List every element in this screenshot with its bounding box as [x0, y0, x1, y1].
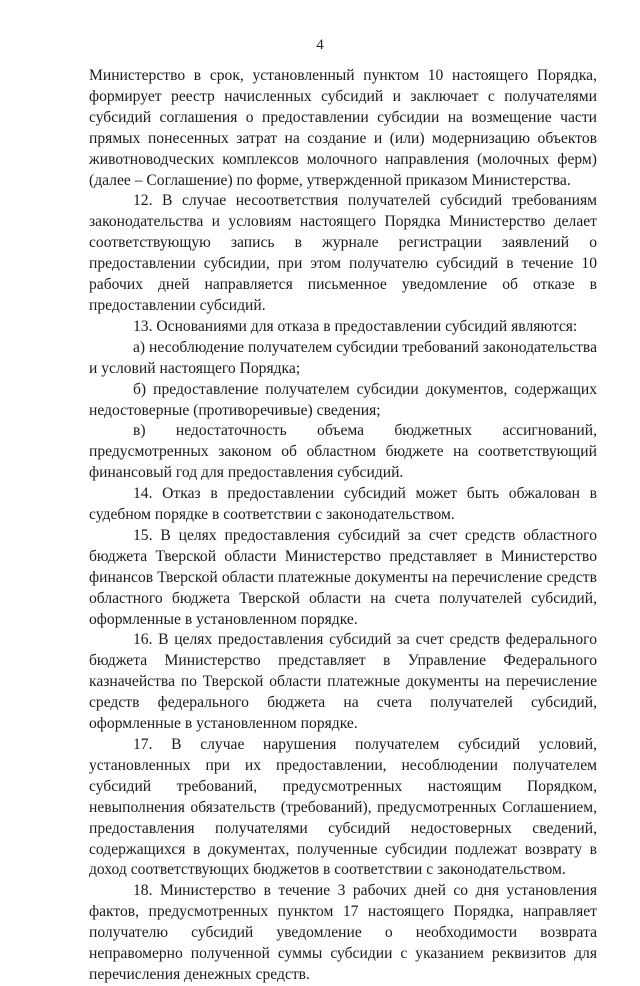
paragraph-clause-18: 18. Министерство в течение 3 рабочих дней со дня установления фактов, предусмотренных пунктом 17 настоящего Порядка, направляет получателю субсидий уведомление о необходимости возврата неправомерно полученной суммы субсидии с указанием реквизитов для перечисления денежных средств.	[89, 882, 597, 983]
paragraph-clause-14: 14. Отказ в предоставлении субсидий может быть обжалован в судебном порядке в соответствии с законодательством.	[89, 485, 597, 524]
paragraph-continuation: Министерство в срок, установленный пунктом 10 настоящего Порядка, формирует реестр начисленных субсидий и заключает с получателями субсидий соглашения о предоставлении субсидии на возмещение части прямых понесенных затрат на создание и (или) модернизацию объектов животноводческих комплексов молочного направления (молочных ферм) (далее – Соглашение) по форме, утвержденной приказом Министерства.	[89, 67, 597, 189]
paragraph-clause-16: 16. В целях предоставления субсидий за счет средств федерального бюджета Министерство представляет в Управление Федерального казначейства по Тверской области платежные документы на перечисление средств федерального бюджета на счета получателей субсидий, оформленные в установленном порядке.	[89, 631, 597, 733]
paragraph-item-v: в) недостаточность объема бюджетных ассигнований, предусмотренных законом об областном бюджете на соответствующий финансовый год для предоставления субсидий.	[89, 422, 597, 482]
paragraph-clause-13: 13. Основаниями для отказа в предоставлении субсидий являются:	[133, 317, 578, 335]
paragraph-clause-15: 15. В целях предоставления субсидий за счет средств областного бюджета Тверской области Министерство представляет в Министерство финансов Тверской области платежные документы на перечисление средств областного бюджета Тверской области на счета получателей субсидий, оформленные в установленном порядке.	[89, 526, 597, 628]
paragraph-item-b: б) предоставление получателем субсидии документов, содержащих недостоверные (противоречивые) сведения;	[89, 380, 597, 419]
paragraph-clause-17: 17. В случае нарушения получателем субсидий условий, установленных при их предоставлении, несоблюдении получателем субсидий требований, предусмотренных настоящим Порядком, невыполнения обязательств (требований), предусмотренных Соглашением, предоставления получателями субсидий недостоверных сведений, содержащихся в документах, полученные субсидии подлежат возврату в доход соответствующих бюджетов в соответствии с законодательством.	[89, 736, 597, 879]
page-number: 4	[316, 37, 324, 53]
paragraph-item-a: а) несоблюдение получателем субсидии требований законодательства и условий настоящего Порядка;	[89, 338, 597, 377]
document-body	[89, 66, 597, 986]
paragraph-clause-12: 12. В случае несоответствия получателей субсидий требованиям законодательства и условиям настоящего Порядка Министерство делает соответствующую запись в журнале регистрации заявлений о предоставлении субсидии, при этом получателю субсидий в течение 10 рабочих дней направляется письменное уведомление об отказе в предоставлении субсидий.	[89, 192, 597, 314]
